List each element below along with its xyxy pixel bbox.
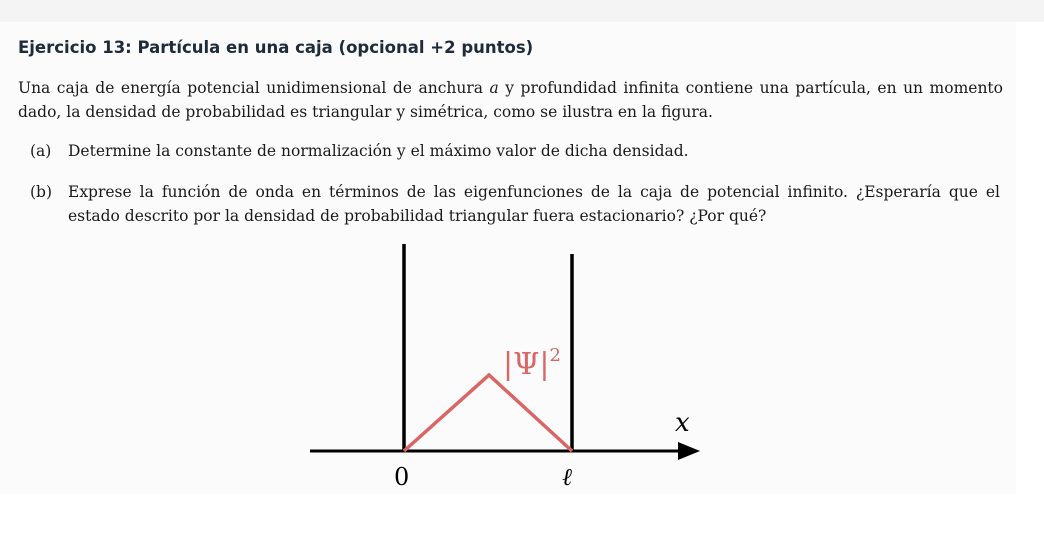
- part-a: [30, 139, 1000, 163]
- part-a-text: Determine la constante de normalización y el máximo valor de dicha densidad.: [68, 142, 689, 160]
- box-width-label: ℓ: [562, 463, 572, 491]
- top-strip: [0, 0, 1044, 22]
- part-b: [30, 180, 1000, 228]
- x-axis-label: x: [675, 408, 690, 438]
- triangular-density-figure: [300, 244, 710, 494]
- triangular-density-curve: [404, 375, 572, 451]
- psi-squared-label: $|\Psi|^2$: [503, 345, 561, 382]
- exercise-intro: [18, 76, 1003, 124]
- part-b-marker: (b): [30, 183, 53, 201]
- intro-text-end: y profundidad infinita contiene una partícula, en un momento dado, la densidad de probabilidad es triangular y simétrica, como se ilustra en la figura.: [18, 79, 1003, 121]
- intro-text-start: Una caja de energía potencial unidimensional de anchura: [18, 79, 490, 97]
- width-variable: a: [489, 79, 499, 97]
- part-a-marker: (a): [30, 142, 52, 160]
- exercise-sheet: [0, 22, 1016, 494]
- part-b-text: Exprese la función de onda en términos de las eigenfunciones de la caja de potencial infinito. ¿Esperaría que el estado descrito por la densidad de probabilidad triangular fuera estacionario? ¿Por qué?: [68, 183, 1000, 225]
- x-axis-arrowhead: [678, 442, 700, 460]
- exercise-title: Ejercicio 13: Partícula en una caja (opcional +2 puntos): [18, 38, 534, 57]
- origin-label: 0: [394, 463, 410, 491]
